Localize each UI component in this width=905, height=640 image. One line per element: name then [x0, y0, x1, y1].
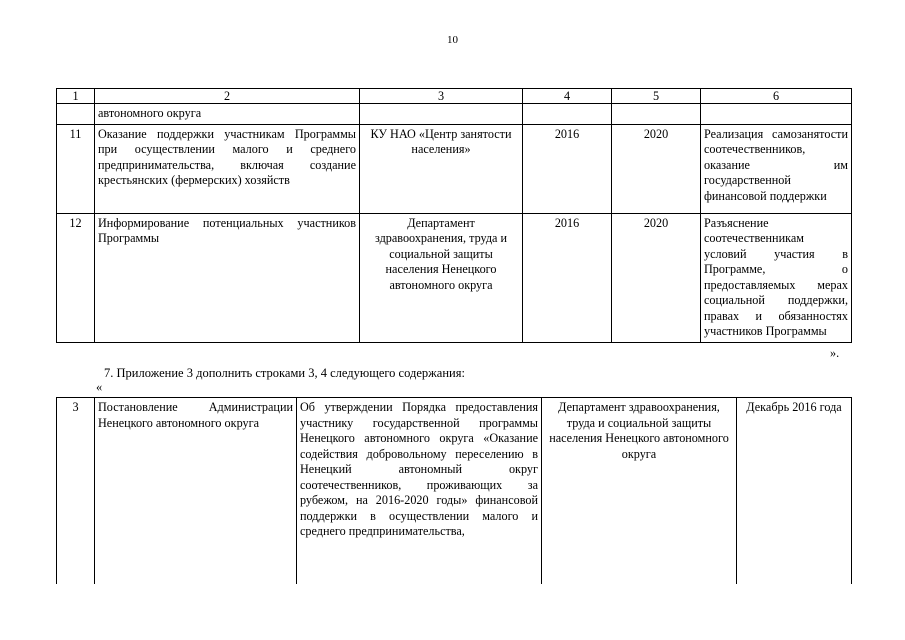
start-year: 2016 [523, 213, 612, 342]
executor: КУ НАО «Центр занятости населения» [360, 124, 523, 213]
page-number: 10 [447, 34, 458, 46]
expected-result: Разъяснение соотечественникам условий участия в Программе, о предоставляемых мерах социальной поддержки, правах и обязанностях участников Программы [701, 213, 852, 342]
activity-name: Оказание поддержки участникам Программы при осуществлении малого и среднего предпринимательства, включая создание крестьянских (фермерских) хозяйств [95, 124, 360, 213]
table-row [57, 124, 852, 213]
appendix-3-table [56, 397, 852, 584]
column-header: 4 [523, 89, 612, 104]
column-header: 6 [701, 89, 852, 104]
legal-act-type: Постановление Администрации Ненецкого автономного округа [95, 398, 297, 584]
continuation-text: автономного округа [95, 104, 360, 125]
executor: Департамент здравоохранения, труда и социальной защиты населения Ненецкого автономного округа [542, 398, 737, 584]
closing-quote: ». [830, 346, 840, 360]
column-header: 5 [612, 89, 701, 104]
activity-name: Информирование потенциальных участников Программы [95, 213, 360, 342]
legal-act-subject: Об утверждении Порядка предоставления участнику государственной программы Ненецкого автономного округа «Оказание содействия добровольному переселению в Ненецкий автономный округ соотечественников, проживающих за рубежом, на 2016-2020 годы» финансовой поддержки в осуществлении малого и среднего предпринимательства, [297, 398, 542, 584]
table-row [57, 213, 852, 342]
end-year: 2020 [612, 124, 701, 213]
continuation-row [57, 104, 852, 125]
row-number: 11 [57, 124, 95, 213]
opening-quote: « [96, 380, 103, 394]
column-header: 3 [360, 89, 523, 104]
table-header-row [57, 89, 852, 104]
deadline: Декабрь 2016 года [737, 398, 852, 584]
row-number: 3 [57, 398, 95, 584]
expected-result: Реализация самозанятости соотечественников, оказание им государственной финансовой поддержки [701, 124, 852, 213]
end-year: 2020 [612, 213, 701, 342]
row-number: 12 [57, 213, 95, 342]
program-activities-table [56, 88, 852, 343]
executor: Департамент здравоохранения, труда и социальной защиты населения Ненецкого автономного округа [360, 213, 523, 342]
column-header: 1 [57, 89, 95, 104]
amendment-paragraph: 7. Приложение 3 дополнить строками 3, 4 следующего содержания: [104, 366, 465, 380]
column-header: 2 [95, 89, 360, 104]
table-row [57, 398, 852, 584]
start-year: 2016 [523, 124, 612, 213]
